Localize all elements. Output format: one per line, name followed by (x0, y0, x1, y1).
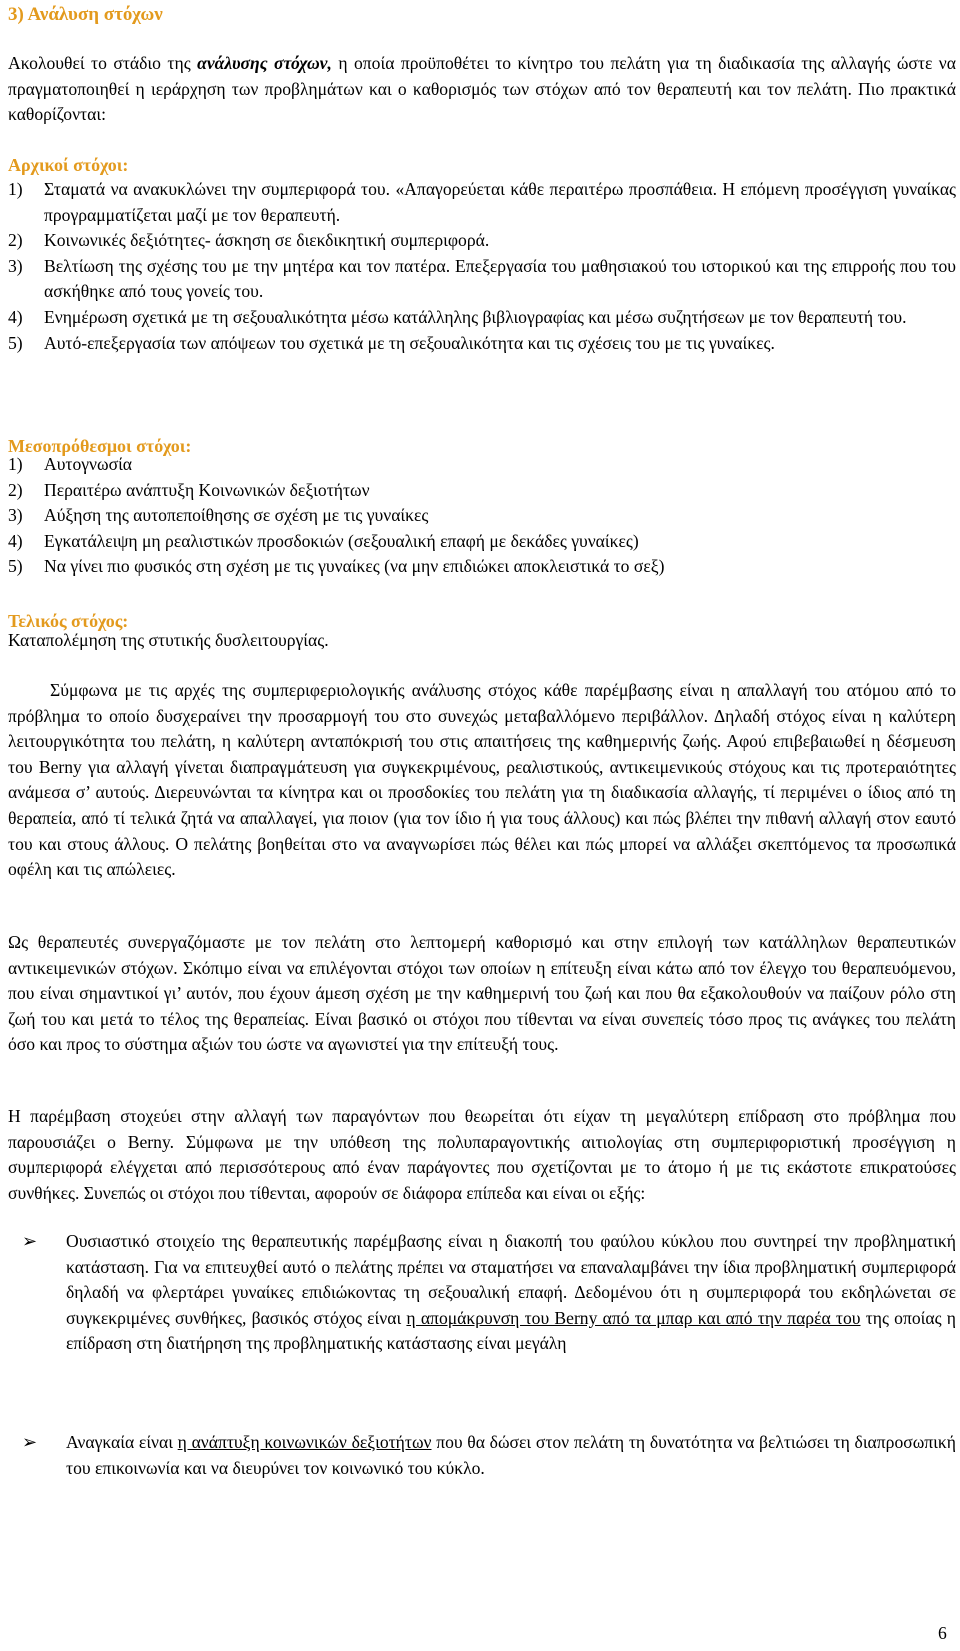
intro-paragraph (8, 51, 956, 128)
item-text: Αυτό-επεξεργασία των απόψεων του σχετικά με τη σεξουαλικότητα και τις σχέσεις του με τις γυναίκες. (44, 332, 775, 353)
item-text: Περαιτέρω ανάπτυξη Κοινωνικών δεξιοτήτων (44, 479, 370, 500)
initial-goals-list (8, 177, 956, 356)
list-item (8, 554, 956, 580)
list-item (8, 177, 956, 228)
list-item (8, 452, 956, 478)
bullet-text (66, 1430, 956, 1481)
list-item (8, 478, 956, 504)
item-number: 4) (8, 306, 23, 327)
bullet-text-end: που θα δώσει στον πελάτη τη δυνατότητα να βελτιώσει τη διαπροσωπική του επικοινωνία και να διευρύνει τον κοινωνικό του κύκλο. (66, 1432, 956, 1478)
item-number: 2) (8, 230, 23, 251)
list-item (8, 254, 956, 305)
initial-goals-heading: Αρχικοί στόχοι: (8, 155, 129, 175)
arrow-bullet-icon: ➢ (22, 1231, 38, 1251)
item-text: Ενημέρωση σχετικά με τη σεξουαλικότητα μέσω κατάλληλης βιβλιογραφίας και μέσω συζητήσεων με τον θεραπευτή του. (44, 306, 907, 327)
item-number: 4) (8, 530, 23, 551)
list-item (8, 529, 956, 555)
bullet-text (66, 1229, 956, 1357)
final-goal-heading: Τελικός στόχος: (8, 611, 129, 631)
bullet-text-start: Ουσιαστικό στοιχείο της θεραπευτικής παρέμβασης είναι η διακοπή του φαύλου κύκλου που συντηρεί την προβληματική κατάσταση. Για να επιτευχθεί αυτό ο πελάτης πρέπει να σταματήσει να επαναλαμβάνει την ίδια προβληματική συμπεριφορά δηλαδή να φλερτάρει γυναίκες επιδιώκοντας τη σεξουαλική επαφή. Δεδομένου ότι η συμπεριφορά του εκδηλώνεται σε συγκεκριμένες συνθήκες, βασικός στόχος είναι (66, 1231, 956, 1328)
bullet-underlined-text: η απομάκρυνση του Berny από τα μπαρ και από την παρέα του (406, 1307, 861, 1328)
intro-text-start: Ακολουθεί το στάδιο της (8, 53, 198, 73)
medium-goals-heading: Μεσοπρόθεσμοι στόχοι: (8, 436, 192, 456)
paragraph-intervention: Η παρέμβαση στοχεύει στην αλλαγή των παραγόντων που θεωρείται ότι είχαν τη μεγαλύτερη επίδραση στο πρόβλημα που παρουσιάζει ο Berny. Σύμφωνα με την υπόθεση της πολυπαραγοντικής αιτιολογίας στη συμπεριφοριστική προσέγγιση η συμπεριφορά ελέγχεται από περισσότερους από έναν παράγοντες που σχετίζονται με το άτομο ή με τις εκάστοτε επικρατούσες συνθήκες. Συνεπώς οι στόχοι που τίθενται, αφορούν σε διάφορα επίπεδα και είναι οι εξής: (8, 1106, 956, 1203)
bullet-text-end: της οποίας η επίδραση στη διατήρηση της προβληματικής κατάστασης είναι μεγάλη (66, 1307, 956, 1354)
list-item (8, 305, 956, 331)
item-number: 5) (8, 332, 23, 353)
medium-goals-list (8, 452, 956, 580)
item-number: 5) (8, 556, 23, 577)
item-number: 3) (8, 255, 23, 276)
item-text: Κοινωνικές δεξιότητες- άσκηση σε διεκδικητική συμπεριφορά. (44, 230, 490, 251)
section-heading: 3) Ανάλυση στόχων (8, 4, 163, 25)
bullet-text-start: Αναγκαία είναι (66, 1432, 178, 1452)
bullet-item (8, 1430, 956, 1481)
item-number: 1) (8, 454, 23, 474)
item-number: 1) (8, 179, 23, 199)
item-number: 3) (8, 505, 23, 526)
bullet-underlined-text: η ανάπτυξη κοινωνικών δεξιοτήτων (177, 1432, 432, 1452)
list-item (8, 331, 956, 357)
bullet-item (8, 1229, 956, 1357)
paragraph-principles: Σύμφωνα με τις αρχές της συμπεριφεριολογικής ανάλυσης στόχος κάθε παρέμβασης είναι η απαλλαγή του ατόμου από το πρόβλημα το οποίο δυσχεραίνει την προσαρμογή του στο συνεχώς μεταβαλλόμενο περιβάλλον. Δηλαδή στόχος είναι η καλύτερη λειτουργικότητα του πελάτη, η καλύτερη ανταπόκρισή του στις απαιτήσεις της καθημερινής ζωής. Αφού επιβεβαιωθεί η δέσμευση του Berny για αλλαγή γίνεται διαπραγμάτευση για συγκεκριμένους, ρεαλιστικούς, αντικειμενικούς στόχους και τις προτεραιότητες ανάμεσα σ’ αυτούς. Διερευνώνται τα κίνητρα και οι προσδοκίες του πελάτη για τη διαδικασία αλλαγής, τί περιμένει ο ίδιος από τη θεραπεία, από τί τελικά ζητά να απαλλαγεί, για ποιον (για τον ίδιο ή για τους άλλους) και πώς βλέπει την πιθανή αλλαγή στον εαυτό του και στους άλλους. Ο πελάτης βοηθείται στο να αναγνωρίσει πώς θέλει και πώς μπορεί να αλλάξει σκεπτόμενος τα προσωπικά οφέλη και τις απώλειες. (8, 680, 956, 880)
item-text: Σταματά να ανακυκλώνει την συμπεριφορά του. «Απαγορεύεται κάθε περαιτέρω προσπάθεια. Η επόμενη προσέγγιση γυναίκας προγραμματίζεται μαζί με τον θεραπευτή. (44, 179, 956, 225)
list-item (8, 503, 956, 529)
item-text: Αυτογνωσία (44, 454, 133, 474)
item-text: Εγκατάλειψη μη ρεαλιστικών προσδοκιών (σεξουαλική επαφή με δεκάδες γυναίκες) (44, 530, 639, 551)
intro-emphasis: ανάλυσης στόχων, (197, 53, 332, 73)
paragraph-collaboration: Ως θεραπευτές συνεργαζόμαστε με τον πελάτη στο λεπτομερή καθορισμό και στην επιλογή των κατάλληλων θεραπευτικών αντικειμενικών στόχων. Σκόπιμο είναι να επιλέγονται στόχοι των οποίων η επίτευξη είναι κάτω από τον έλεγχο του θεραπευόμενου, που είναι σημαντικοί γι’ αυτόν, που έχουν άμεση σχέση με την καθημερινή του ζωή και που θα εξακολουθούν να παίζουν ρόλο στη ζωή του και μετά το τέλος της θεραπείας. Είναι βασικό οι στόχοι που τίθενται να είναι συνεπείς τόσο προς τις ανάγκες του πελάτη όσο και προς το σύστημα αξιών του ώστε να αγωνιστεί για την επίτευξή τους. (8, 932, 956, 1055)
page-number: 6 (938, 1623, 947, 1643)
item-number: 2) (8, 479, 23, 500)
item-text: Βελτίωση της σχέσης του με την μητέρα και τον πατέρα. Επεξεργασία του μαθησιακού του ιστορικού και της επιρροής που του ασκήθηκε από τους γονείς του. (44, 255, 956, 302)
list-item (8, 228, 956, 254)
item-text: Να γίνει πιο φυσικός στη σχέση με τις γυναίκες (να μην επιδιώκει αποκλειστικά το σεξ) (44, 556, 665, 577)
item-text: Αύξηση της αυτοπεποίθησης σε σχέση με τις γυναίκες (44, 505, 429, 526)
final-goal-text: Καταπολέμηση της στυτικής δυσλειτουργίας. (8, 630, 329, 650)
intro-text-end: η οποία προϋποθέτει το κίνητρο του πελάτη για τη διαδικασία της αλλαγής ώστε να πραγματοποιηθεί η ιεράρχηση των προβλημάτων και ο καθορισμός των στόχων από τον θεραπευτή και τον πελάτη. Πιο πρακτικά καθορίζονται: (8, 53, 956, 125)
arrow-bullet-icon: ➢ (22, 1432, 38, 1452)
